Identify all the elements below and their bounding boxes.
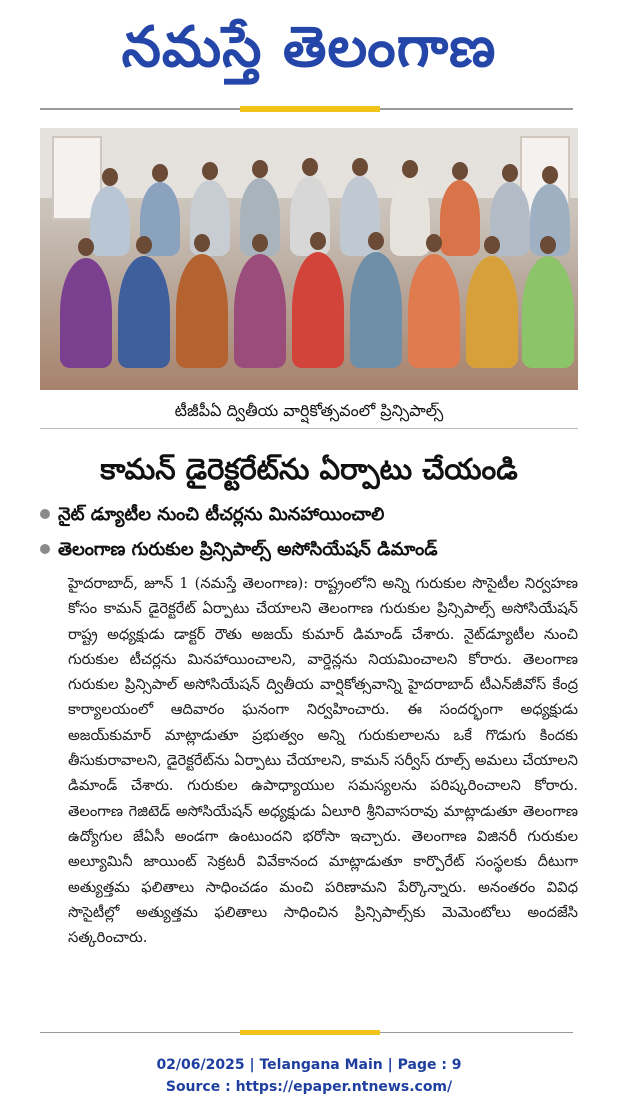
article-body: హైదరాబాద్, జూన్ 1 (నమస్తే తెలంగాణ): రాష్ట్రంలోని అన్ని గురుకుల సొసైటీల నిర్వహణ కోసం కామన్ డైరెక్టరేట్ ఏర్పాటు చేయాలని తెలంగాణ గురుకుల ప్రిన్సిపాల్స్ అసోసియేషన్ రాష్ట్ర అధ్యక్షుడు డాక్టర్ రౌతు అజయ్ కుమార్ డిమాండ్ చేశారు. నైట్‌డ్యూటీల నుంచి గురుకుల టీచర్లను మినహాయించాలని, వార్డెన్లను నియమించాలని కోరారు. తెలంగాణ గురుకుల ప్రిన్సిపాల్ అసోసియేషన్ ద్వితీయ వార్షికోత్సవాన్ని హైదరాబాద్ టీఎన్‌జీవోస్ కేంద్ర కార్యాలయంలో ఆదివారం ఘనంగా నిర్వహించారు. ఈ సందర్భంగా అధ్యక్షుడు అజయ్‌కుమార్ మాట్లాడుతూ ప్రభుత్వం అన్ని గురుకులాలను ఒకే గొడుగు కిందకు తీసుకురావాలని, డైరెక్టరేట్‌ను ఏర్పాటు చేయాలని, కామన్ సర్వీస్ రూల్స్ అమలు చేయాలని డిమాండ్ చేశారు. గురుకుల ఉపాధ్యాయుల సమస్యలను పరిష్కరించాలని కోరారు. తెలంగాణ గెజిటెడ్ అసోసియేషన్ అధ్యక్షుడు ఏలూరి శ్రీనివాసరావు మాట్లాడుతూ తెలంగాణ ఉద్యోగుల జేఏసీ అండగా ఉంటుందని భరోసా ఇచ్చారు. తెలంగాణ విజినరీ గురుకుల అల్యూమినీ జాయింట్ సెక్రటరీ వివేకానంద మాట్లాడుతూ కార్పొరేట్ సంస్థలకు దీటుగా అత్యుత్తమ ఫలితాలు సాధించడం మంచి పరిణామని పేర్కొన్నారు. అనంతరం వివిధ సొసైటీల్లో అత్యుత్తమ ఫలితాలు సాధించిన ప్రిన్సిపాల్స్‌కు మెమెంటోలు అందజేసి సత్కరించారు. (68, 575, 578, 947)
photo-head (252, 234, 268, 252)
photo-head (542, 166, 558, 184)
photo-head (502, 164, 518, 182)
photo-person (60, 258, 112, 368)
photo-head (484, 236, 500, 254)
article-headline: కామన్ డైరెక్టరేట్‌ను ఏర్పాటు చేయండి (100, 452, 518, 486)
photo-caption: టీజీపీఏ ద్వితీయ వార్షికోత్సవంలో ప్రిన్సిపాల్స్ (174, 401, 444, 420)
photo-head (452, 162, 468, 180)
photo-head (368, 232, 384, 250)
bullet-dot-icon (40, 509, 50, 519)
top-divider-accent (240, 106, 380, 112)
bottom-divider-accent (240, 1030, 380, 1035)
photo-person (176, 254, 228, 368)
photo-head (402, 160, 418, 178)
photo-head (136, 236, 152, 254)
photo-person (118, 256, 170, 368)
photo-person (390, 178, 430, 256)
photo-head (78, 238, 94, 256)
photo-person (466, 256, 518, 368)
newspaper-masthead: నమస్తే తెలంగాణ (121, 15, 497, 80)
photo-person (90, 186, 130, 256)
photo-head (310, 232, 326, 250)
group-photo (40, 128, 578, 390)
photo-head (540, 236, 556, 254)
photo-head (352, 158, 368, 176)
subheadline-bullet (40, 500, 578, 530)
photo-person (350, 252, 402, 368)
photo-person (440, 180, 480, 256)
footer-date-line: 02/06/2025 | Telangana Main | Page : 9 (156, 1057, 462, 1073)
photo-head (302, 158, 318, 176)
footer-source-line: Source : https://epaper.ntnews.com/ (165, 1079, 453, 1095)
subheadline-text: నైట్ డ్యూటీల నుంచి టీచర్లను మినహాయించాలి (58, 504, 385, 525)
photo-head (252, 160, 268, 178)
subheadline-bullet (40, 535, 578, 565)
photo-head (202, 162, 218, 180)
photo-head (102, 168, 118, 186)
subheadline-text: తెలంగాణ గురుకుల ప్రిన్సిపాల్స్ అసోసియేషన్ డిమాండ్ (58, 539, 438, 560)
caption-divider (40, 428, 578, 429)
photo-head (194, 234, 210, 252)
photo-person (292, 252, 344, 368)
bullet-dot-icon (40, 544, 50, 554)
photo-head (426, 234, 442, 252)
photo-person (522, 256, 574, 368)
photo-person (234, 254, 286, 368)
photo-head (152, 164, 168, 182)
photo-person (408, 254, 460, 368)
